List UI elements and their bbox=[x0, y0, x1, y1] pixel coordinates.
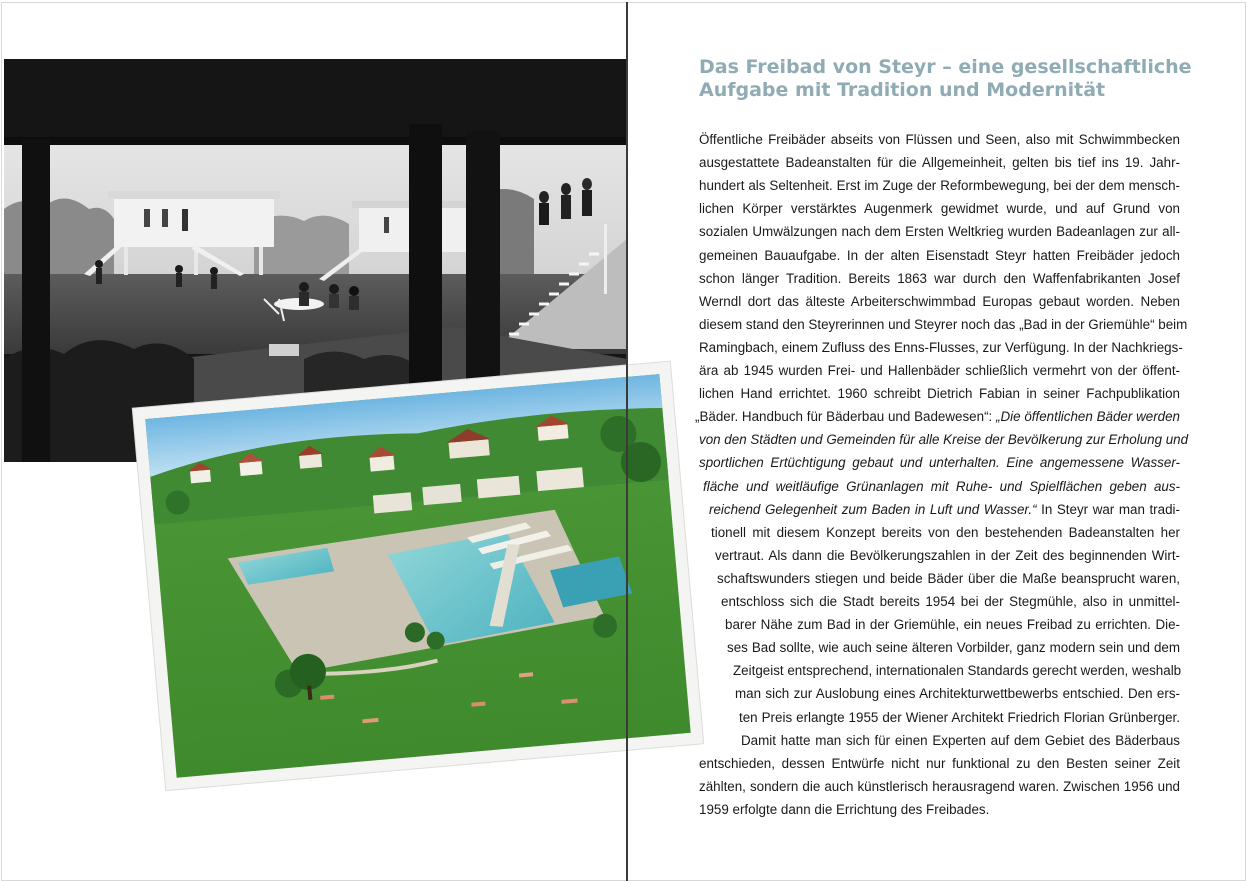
quote-text: von den Städten und Gemeinden für alle Kreise der Bevölkerung zur Erholung und bbox=[699, 432, 1189, 447]
body-line bbox=[735, 683, 1180, 705]
body-text-run: entschloss sich die Stadt bereits 1954 bei der Stegmühle, also in unmittel- bbox=[721, 594, 1180, 609]
body-text-run: schon länger Tradition. Bereits 1863 war durch den Waffenfabrikanten Josef bbox=[699, 271, 1180, 286]
body-line bbox=[703, 476, 1180, 498]
body-line bbox=[699, 452, 1180, 474]
body-line bbox=[699, 221, 1180, 243]
body-text-run: Damit hatte man sich für einen Experten auf dem Gebiet des Bäderbaus bbox=[741, 733, 1180, 748]
body-text-run: Werndl dort das älteste Arbeiterschwimmbad Europas gebaut worden. Neben bbox=[699, 294, 1180, 309]
body-text-run: ten Preis erlangte 1955 der Wiener Architekt Friedrich Florian Grünberger. bbox=[739, 710, 1180, 725]
body-text-run: ausgestattete Badeanstalten für die Allgemeinheit, gelten bis tief ins 19. Jahr- bbox=[699, 155, 1180, 170]
body-text-run: Zeitgeist entsprechend, internationalen Standards gerecht werden, weshalb bbox=[733, 663, 1182, 678]
body-text-run: sozialen Umwälzungen nach dem Ersten Weltkrieg wurden Badeanlagen zur all- bbox=[699, 224, 1180, 239]
quote-text: sportlichen Ertüchtigung gebaut und unterhalten. Eine angemessene Wasser- bbox=[699, 455, 1180, 470]
body-line bbox=[709, 499, 1180, 521]
body-line bbox=[699, 383, 1180, 405]
body-text-run: In Steyr war man tradi- bbox=[1036, 502, 1180, 517]
body-line bbox=[699, 314, 1188, 336]
body-text-run: tionell mit diesem Konzept bereits von den bestehenden Badeanstalten her bbox=[711, 525, 1180, 540]
body-line bbox=[699, 291, 1180, 313]
body-line bbox=[739, 707, 1180, 729]
body-line bbox=[699, 360, 1180, 382]
body-text-run: Öffentliche Freibäder abseits von Flüssen und Seen, also mit Schwimmbecken bbox=[699, 132, 1180, 147]
body-text-run: vertraut. Als dann die Bevölkerungszahlen in der Zeit des beginnenden Wirt- bbox=[715, 548, 1180, 563]
body-line bbox=[699, 753, 1180, 775]
body-line bbox=[741, 730, 1180, 752]
body-line bbox=[715, 545, 1180, 567]
body-text-run: hundert als Seltenheit. Erst im Zuge der Reformbewegung, bei der dem mensch- bbox=[699, 178, 1180, 193]
body-line bbox=[699, 152, 1180, 174]
body-text-run: lichen Körper verstärktes Augenmerk gewidmet wurde, und auf Grund von bbox=[699, 201, 1180, 216]
body-line bbox=[699, 776, 1180, 798]
body-text-run: entschieden, dessen Entwürfe nicht nur funktional zu den Besten seiner Zeit bbox=[699, 756, 1180, 771]
body-line bbox=[699, 268, 1180, 290]
body-text-run: schaftswunders stiegen und beide Bäder über die Maße beansprucht waren, bbox=[717, 571, 1180, 586]
body-text-run: zählten, sondern die auch künstlerisch herausragend waren. Zwischen 1956 und bbox=[699, 779, 1180, 794]
body-line bbox=[695, 406, 1180, 428]
body-line bbox=[699, 175, 1180, 197]
body-line bbox=[711, 522, 1180, 544]
headline-line: Aufgabe mit Tradition und Modernität bbox=[699, 79, 1106, 101]
quote-text: reichend Gelegenheit zum Baden in Luft und Wasser.“ bbox=[709, 502, 1037, 517]
body-text-run: diesem stand den Steyrerinnen und Steyrer noch das „Bad in der Griemühle“ beim bbox=[699, 317, 1188, 332]
body-line bbox=[721, 591, 1180, 613]
quote-text: fläche und weitläufige Grünanlagen mit Ruhe- und Spielflächen geben aus- bbox=[703, 479, 1180, 494]
body-line bbox=[699, 337, 1183, 359]
body-text-run: 1959 erfolgte dann die Errichtung des Freibades. bbox=[699, 802, 990, 817]
body-line bbox=[699, 429, 1189, 451]
quote-text: „Die öffentlichen Bäder werden bbox=[996, 409, 1180, 424]
body-text-run: Ramingbach, einem Zufluss des Enns-Flusses, zur Verfügung. In der Nachkriegs- bbox=[699, 340, 1183, 355]
body-line bbox=[699, 799, 1180, 821]
body-line bbox=[699, 245, 1180, 267]
body-text-run: gemeinen Bauaufgabe. In der alten Eisenstadt Steyr hatten Freibäder jedoch bbox=[699, 248, 1180, 263]
body-line bbox=[699, 198, 1180, 220]
body-line bbox=[717, 568, 1180, 590]
body-text-run: ses Bad sollte, wie auch seine älteren Vorbilder, ganz modern sein und dem bbox=[727, 640, 1180, 655]
headline-line: Das Freibad von Steyr – eine gesellschaftliche bbox=[699, 56, 1192, 78]
body-line bbox=[699, 129, 1180, 151]
body-text-run: barer Nähe zum Bad in der Griemühle, ein neues Freibad zu errichten. Die- bbox=[725, 617, 1180, 632]
body-text-run: lichen Hand errichtet. 1960 schreibt Dietrich Fabian in seiner Fachpublikation bbox=[699, 386, 1180, 401]
body-text-run: man sich zur Auslobung eines Architekturwettbewerbs entschied. Den ers- bbox=[735, 686, 1180, 701]
body-line bbox=[733, 660, 1180, 682]
body-line bbox=[725, 614, 1180, 636]
body-text-run: „Bäder. Handbuch für Bäderbau und Badewesen“: bbox=[695, 409, 997, 424]
body-text-run: ära ab 1945 wurden Frei- und Hallenbäder schließlich vermehrt von der öffent- bbox=[699, 363, 1180, 378]
body-line bbox=[727, 637, 1180, 659]
